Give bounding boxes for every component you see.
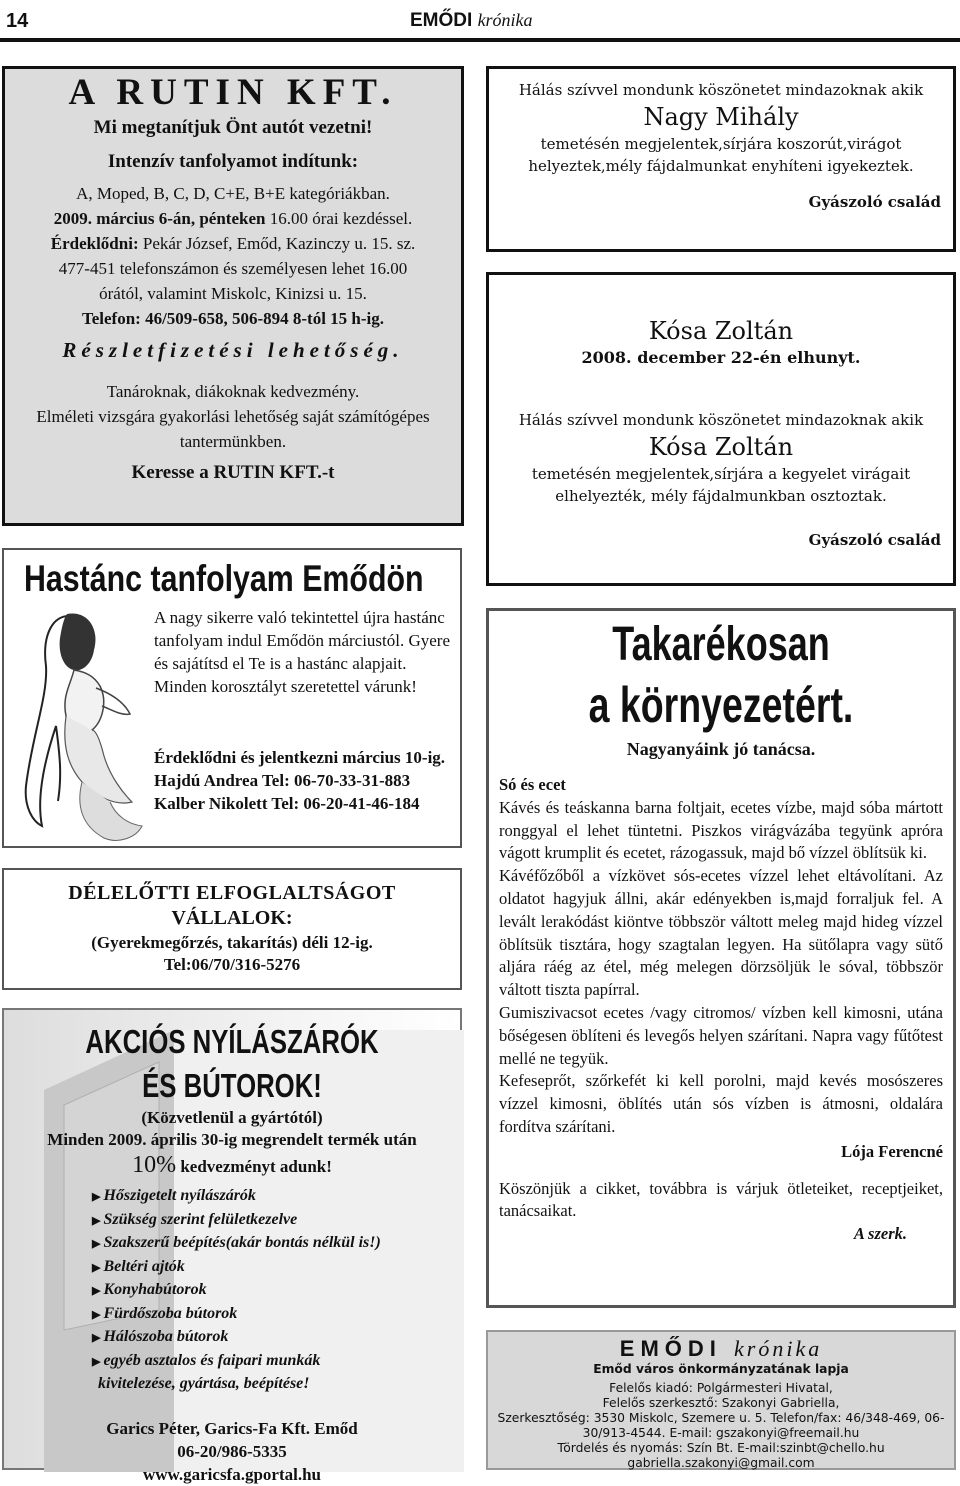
childcare-title-2: VÁLLALOK:: [171, 907, 293, 929]
product-list: [92, 1185, 460, 1395]
header-rule: [0, 38, 960, 42]
arrow-icon: ▶: [92, 1308, 101, 1321]
article-subtitle: Nagyanyáink jó tanácsa.: [626, 739, 816, 759]
list-item-label: Szakszerű beépítés(akár bontás nélkül is!): [103, 1234, 381, 1251]
rutin-inquiry: Pekár József, Emőd, Kazinczy u. 15. sz.: [138, 234, 416, 253]
article-paragraph: Gumiszivacsot ecetes /vagy citromos/ vízben kell kimosni, utána bőségesen öblíteni és levegős helyen szárítani. Napra vagy fűtőtest mellé ne tegyük.: [499, 1002, 943, 1068]
obituary-date: 2008. december 22-én elhunyt.: [581, 348, 861, 367]
rutin-date: 2009. március 6-án, pénteken: [53, 209, 266, 228]
arrow-icon: ▶: [92, 1332, 101, 1344]
list-item-tail: kivitelezése, gyártása, beépítése!: [98, 1375, 310, 1392]
rutin-exam: Elméleti vizsgára gyakorlási lehetőség saját számítógépes tantermünkben.: [36, 407, 430, 451]
windows-furniture-ad: [2, 1008, 462, 1484]
page-number: 14: [6, 10, 29, 32]
article-paragraph: Kávés és teáskanna barna foltjait, ecetes vízbe, majd sóba mártott ronggyal el lehet tüntetni. Piszkos virágvázába tegyünk apróra vágott krumplit és ecetet, rázogassuk, majd bő vízzel öblítsük ki.: [499, 797, 943, 863]
article-body: [499, 774, 943, 1246]
list-item-label: Beltéri ajtók: [103, 1257, 185, 1275]
obituary-text: temetésén megjelentek,sírjára a kegyelet virágait elhelyezték, mély fájdalmunkban osztoztak.: [531, 465, 911, 505]
impressum-logo-italic: krónika: [734, 1336, 823, 1361]
article-section-heading: Só és ecet: [499, 775, 566, 794]
rutin-installment: Részletfizetési lehetőség.: [62, 338, 404, 362]
impressum-printing: Tördelés és nyomás: Szín Bt. E-mail:szinbt@chello.hu: [557, 1441, 885, 1455]
impressum-logo-main: EMŐDI: [619, 1336, 722, 1361]
rutin-date-line: [5, 206, 461, 231]
list-item: [92, 1185, 460, 1209]
bellydance-contact-1: Hajdú Andrea Tel: 06-70-33-31-883: [154, 771, 411, 790]
obituary-intro: Hálás szívvel mondunk köszönetet mindazoknak akik: [518, 411, 924, 429]
list-item: [92, 1232, 460, 1256]
list-item-label: Szükség szerint felületkezelve: [103, 1210, 298, 1228]
impressum-office: Szerkesztőség: 3530 Miskolc, Szemere u. 5. Telefon/fax: 46/348-469, 06-30/913-4544. E-mail: gszakonyi@freemail.hu: [497, 1411, 945, 1440]
obituary-intro: Hálás szívvel mondunk köszönetet mindazoknak akik: [518, 81, 924, 99]
thrift-article: [486, 608, 956, 1308]
obituary-signature: Gyászoló család: [808, 193, 941, 211]
list-item: [92, 1350, 460, 1374]
arrow-icon: ▶: [92, 1285, 101, 1297]
masthead-italic: krónika: [477, 10, 533, 30]
page-header: [0, 0, 960, 44]
obituary-text: temetésén megjelentek,sírjára koszorút,virágot helyeztek,mély fájdalmunkat enyhíteni igyekeztek.: [528, 135, 914, 175]
windows-furniture-title-2: ÉS BÚTOROK!: [142, 1067, 322, 1104]
obituary-name: Nagy Mihály: [643, 103, 799, 131]
impressum-tagline: Emőd város önkormányzatának lapja: [593, 1362, 849, 1376]
bellydance-ad: [2, 548, 462, 848]
rutin-title: A RUTIN KFT.: [68, 72, 398, 113]
windows-furniture-contact: Garics Péter, Garics-Fa Kft. Emőd: [106, 1418, 358, 1438]
obituary-signature: Gyászoló család: [808, 531, 941, 549]
arrow-icon: ▶: [92, 1261, 101, 1274]
article-paragraph: Kefeseprőt, szőrkefét ki kell porolni, majd kevés mosószeres vízzel kimosni, öblítés után sós vízben is átmosni, oldalára fordítva szárítani.: [499, 1071, 943, 1136]
windows-furniture-discount: [4, 1152, 460, 1179]
list-item-label: Konyhabútorok: [103, 1281, 207, 1298]
article-title-2: a környezetért.: [588, 677, 854, 733]
discount-percent: 10%: [132, 1152, 177, 1178]
obituary-name: Kósa Zoltán: [648, 317, 794, 345]
obituary-name-2: Kósa Zoltán: [648, 433, 794, 461]
article-title: Takarékosan: [612, 618, 830, 671]
list-item-label: Hőszigetelt nyílászárók: [103, 1187, 256, 1204]
rutin-headline: Mi megtanítjuk Önt autót vezetni!: [93, 117, 373, 138]
bellydance-title: Hastánc tanfolyam Emődön: [24, 558, 424, 599]
dancer-illustration: [12, 606, 152, 846]
rutin-time: 16.00 órai kezdéssel.: [265, 209, 413, 228]
rutin-categories: A, Moped, B, C, D, C+E, B+E kategóriákban.: [76, 184, 390, 203]
childcare-title: DÉLELŐTTI ELFOGLALTSÁGOT: [68, 882, 396, 904]
rutin-subheadline: Intenzív tanfolyamot indítunk:: [107, 151, 359, 172]
article-paragraph: Kávéfőzőből a vízkövet sós-ecetes vízzel lehet eltávolítani. Az oldatot hagyjuk állni, akár edényekben is,majd forraljuk fel. A levált lerakódást kiöntve többször váltott meleg majd hideg vízzel öblítsük tisztára, hogy szagtalan legyen. Ha sütőlapra vagy sütő aljára ráég az étel, még melegen dörzsöljük le sóval, többször váltott tiszta papírral.: [499, 866, 943, 1000]
list-item: [92, 1279, 460, 1303]
list-item: [92, 1256, 460, 1280]
impressum-publisher: Felelős kiadó: Polgármesteri Hivatal,: [609, 1381, 833, 1395]
bellydance-text: A nagy sikerre való tekintettel újra hastánc tanfolyam indul Emődön márciustól. Gyere és sajátítsd el Te is a hastánc alapjait. Minden korosztályt szeretettel várunk!: [154, 608, 451, 696]
masthead-main: EMŐDI: [410, 10, 473, 31]
impressum-logo: [488, 1336, 954, 1362]
bellydance-contacts: [154, 746, 458, 815]
rutin-cta: Keresse a RUTIN KFT.-t: [131, 462, 335, 483]
obituary-kosa: [486, 272, 956, 586]
arrow-icon: ▶: [92, 1355, 101, 1368]
impressum-email: gabriella.szakonyi@gmail.com: [627, 1456, 815, 1470]
arrow-icon: ▶: [92, 1191, 101, 1203]
rutin-phone-line1: 477-451 telefonszámon és személyesen lehet 16.00: [58, 259, 408, 278]
rutin-ad: [2, 66, 464, 526]
article-editor: A szerk.: [853, 1224, 907, 1244]
bellydance-contact-intro: Érdeklődni és jelentkezni március 10-ig.: [154, 748, 446, 767]
obituary-nagy: [486, 66, 956, 252]
article-author: Lója Ferencné: [841, 1141, 943, 1161]
list-item-label: egyéb asztalos és faipari munkák: [103, 1351, 321, 1369]
windows-furniture-title: AKCIÓS NYÍLÁSZÁRÓK: [85, 1023, 379, 1060]
rutin-inquiry-label: Érdeklődni:: [50, 234, 139, 253]
childcare-services: (Gyerekmegőrzés, takarítás) déli 12-ig.: [91, 933, 373, 952]
list-item: [92, 1326, 460, 1350]
windows-furniture-content: [4, 1010, 460, 1486]
bellydance-contact-2: Kalber Nikolett Tel: 06-20-41-46-184: [154, 794, 420, 813]
list-item-label: Hálószoba bútorok: [103, 1328, 229, 1345]
windows-furniture-deadline: Minden 2009. április 30-ig megrendelt termék után: [47, 1130, 417, 1149]
impressum-editor: Felelős szerkesztő: Szakonyi Gabriella,: [602, 1396, 840, 1410]
windows-furniture-origin: (Közvetlenül a gyártótól): [141, 1108, 323, 1127]
masthead-title: [410, 10, 533, 32]
arrow-icon: ▶: [92, 1238, 101, 1250]
windows-furniture-phone: 06-20/986-5335: [177, 1441, 287, 1461]
rutin-discount: Tanároknak, diákoknak kedvezmény.: [106, 382, 360, 401]
list-item-label: Fürdőszoba bútorok: [103, 1304, 238, 1322]
rutin-phone-line2: órától, valamint Miskolc, Kinizsi u. 15.: [99, 284, 367, 303]
impressum: [486, 1330, 956, 1470]
rutin-phone: Telefon: 46/509-658, 506-894 8-tól 15 h-ig.: [81, 309, 385, 328]
arrow-icon: ▶: [92, 1214, 101, 1227]
list-item: [92, 1303, 460, 1327]
rutin-inquiry-line: [5, 231, 461, 256]
childcare-ad: [2, 868, 462, 990]
discount-text: kedvezményt adunk!: [176, 1157, 332, 1176]
childcare-phone: Tel:06/70/316-5276: [163, 955, 301, 974]
list-item: [92, 1209, 460, 1233]
article-thanks: Köszönjük a cikket, továbbra is várjuk ötleteiket, receptjeiket, tanácsaikat.: [499, 1178, 943, 1221]
windows-furniture-web: www.garicsfa.gportal.hu: [142, 1464, 322, 1484]
